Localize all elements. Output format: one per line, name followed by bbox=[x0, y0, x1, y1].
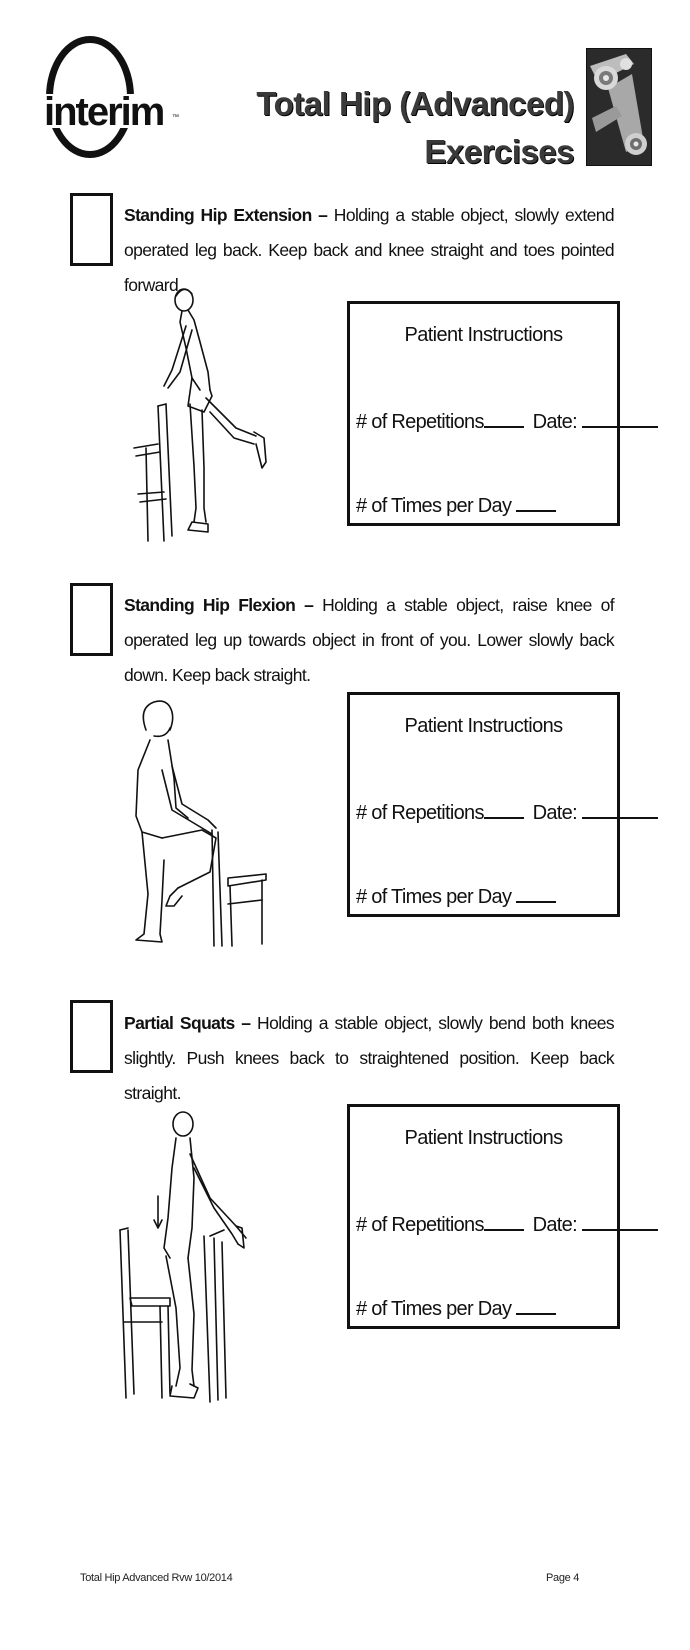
patient-instructions-box-2 bbox=[347, 692, 620, 917]
footer-page-number: Page 4 bbox=[546, 1572, 580, 1584]
footer-revision: Total Hip Advanced Rvw 10/2014 bbox=[80, 1572, 233, 1584]
exercise-2-text: Standing Hip Flexion – Holding a stable object, raise knee of operated leg up towards object in front of you. Lower slowly back down. Keep back straight. bbox=[124, 595, 614, 685]
exercise-1-checkbox[interactable] bbox=[70, 193, 113, 266]
page-title bbox=[256, 80, 574, 176]
patient-instructions-box-3 bbox=[347, 1104, 620, 1329]
exercise-3-checkbox[interactable] bbox=[70, 1000, 113, 1073]
exercise-2-description: Holding a stable object, raise knee of operated leg up towards object in front of you. Lower slowly back down. Keep back straight. bbox=[124, 595, 614, 685]
times-per-day-field[interactable]: # of Times per Day bbox=[356, 1295, 556, 1321]
exercise-3-description: Holding a stable object, slowly bend both knees slightly. Push knees back to straightened position. Keep back straight. bbox=[124, 1013, 614, 1103]
standing-hip-flexion-figure bbox=[132, 700, 282, 950]
exercise-1-name: Standing Hip Extension bbox=[124, 205, 312, 225]
exercise-3-text: Partial Squats – Holding a stable object, slowly bend both knees slightly. Push knees back to straightened position. Keep back straight. bbox=[124, 1013, 614, 1103]
patient-instructions-box-1 bbox=[347, 301, 620, 526]
exercise-1-description: Holding a stable object, slowly extend operated leg back. Keep back and knee straight and toes pointed forward. bbox=[124, 205, 614, 295]
patient-instructions-title: Patient Instructions bbox=[404, 1127, 563, 1149]
hip-joint-icon bbox=[586, 48, 652, 166]
exercise-2-name: Standing Hip Flexion bbox=[124, 595, 296, 615]
page-title-line1: Total Hip (Advanced) bbox=[256, 85, 574, 122]
repetitions-field[interactable]: # of Repetitions Date: bbox=[356, 1211, 658, 1237]
times-per-day-field[interactable]: # of Times per Day bbox=[356, 492, 556, 518]
patient-instructions-title: Patient Instructions bbox=[404, 715, 563, 737]
exercise-2-checkbox[interactable] bbox=[70, 583, 113, 656]
patient-instructions-title: Patient Instructions bbox=[404, 324, 563, 346]
exercise-1-text: Standing Hip Extension – Holding a stable object, slowly extend operated leg back. Keep back and knee straight and toes pointed forward. bbox=[124, 205, 614, 295]
logo-text: interim bbox=[44, 90, 164, 134]
interim-logo: interim ™ bbox=[44, 36, 144, 162]
repetitions-field[interactable]: # of Repetitions Date: bbox=[356, 799, 658, 825]
exercise-3-name: Partial Squats bbox=[124, 1013, 235, 1033]
times-per-day-field[interactable]: # of Times per Day bbox=[356, 883, 556, 909]
repetitions-field[interactable]: # of Repetitions Date: bbox=[356, 408, 658, 434]
standing-hip-extension-figure bbox=[128, 286, 288, 548]
page-title-line2: Exercises bbox=[424, 133, 574, 170]
partial-squats-figure bbox=[110, 1108, 260, 1408]
